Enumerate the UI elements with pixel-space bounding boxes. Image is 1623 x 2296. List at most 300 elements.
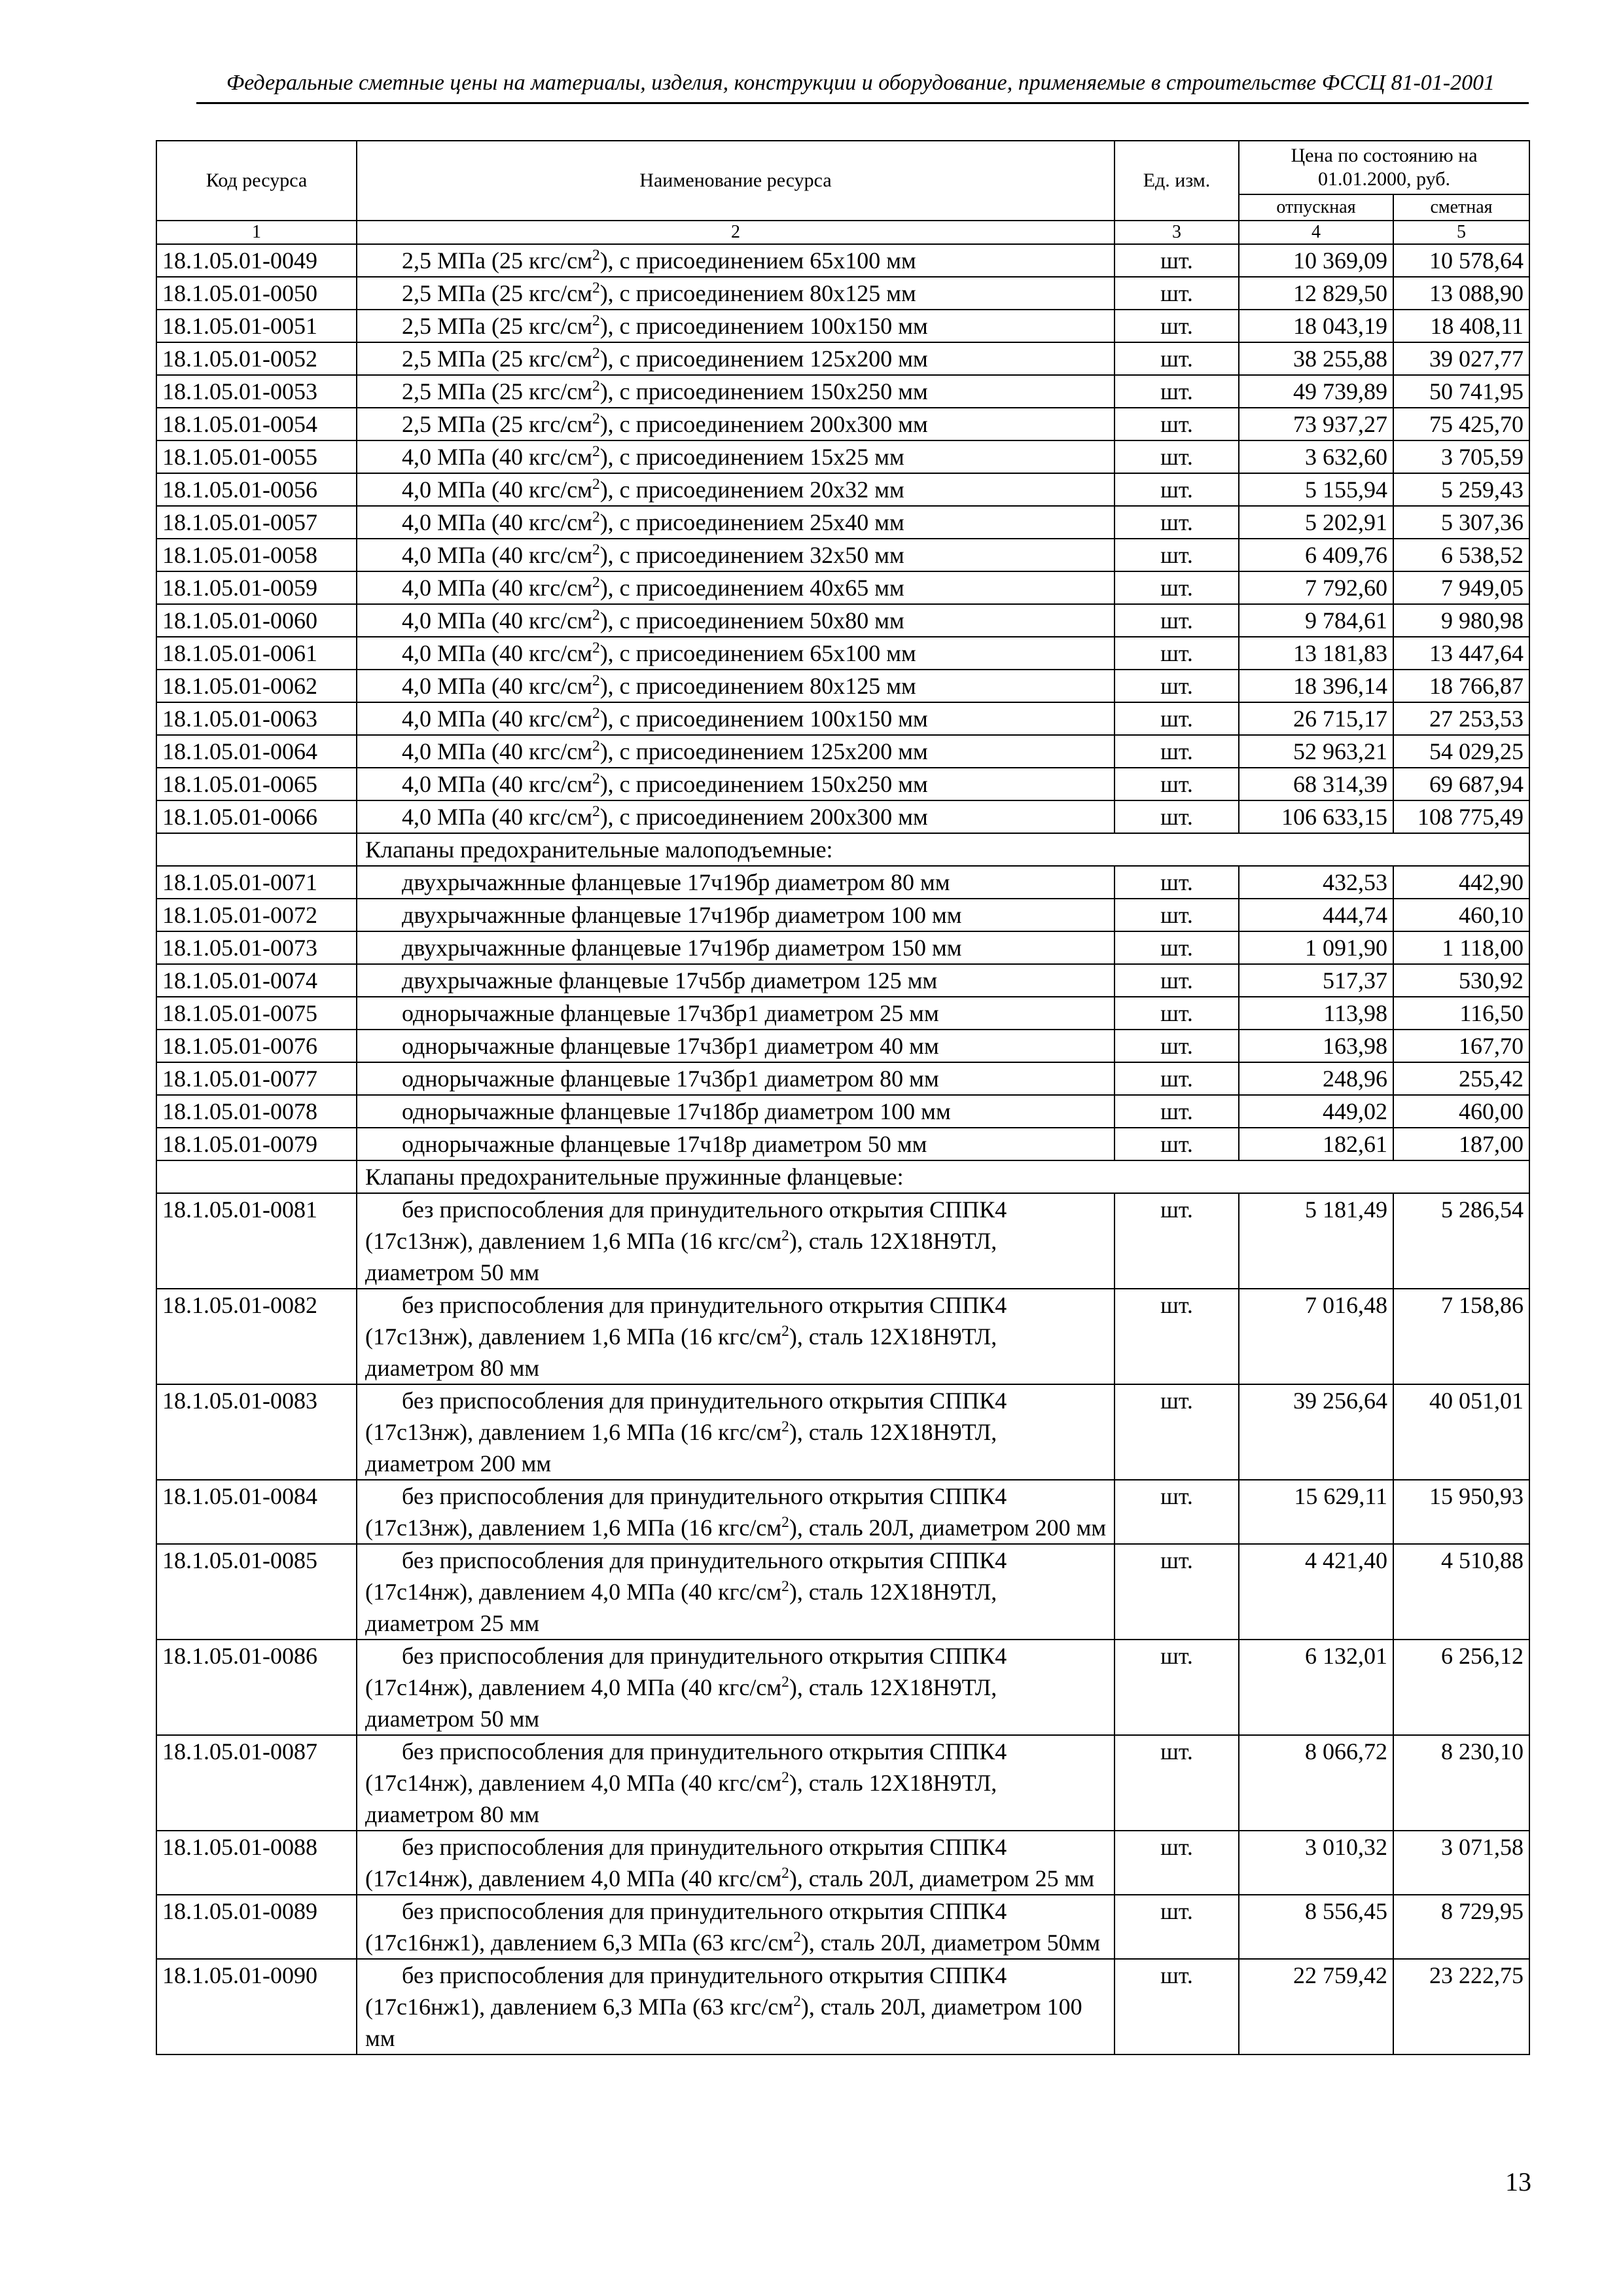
resource-name: [357, 571, 1115, 604]
resource-name-text: 4,0 МПа (40 кгс/см: [402, 640, 592, 666]
unit-superscript: 2: [592, 607, 600, 624]
unit-superscript: 2: [592, 247, 600, 264]
estimate-price: 460,00: [1393, 1095, 1529, 1128]
resource-name-text: ), с присоединением 200х300 мм: [599, 411, 928, 437]
unit-superscript: 2: [592, 410, 600, 427]
estimate-price: 39 027,77: [1393, 342, 1529, 375]
column-number: 1: [156, 221, 357, 244]
unit-superscript: 2: [592, 639, 600, 656]
resource-code: 18.1.05.01-0056: [156, 473, 357, 506]
resource-name-text: ), с присоединением 80х125 мм: [599, 280, 916, 306]
estimate-price: 5 307,36: [1393, 506, 1529, 539]
resource-code: 18.1.05.01-0082: [156, 1289, 357, 1384]
resource-code: 18.1.05.01-0084: [156, 1480, 357, 1544]
resource-name-text: ), сталь 20Л, диаметром 25 мм: [789, 1865, 1095, 1892]
resource-name-text: без приспособления для принудительного открытия СППК4 (17с14нж), давлением 4,0 МПа (40 кгс/см: [365, 1643, 1007, 1700]
resource-code: 18.1.05.01-0078: [156, 1095, 357, 1128]
resource-name: [357, 768, 1115, 800]
resource-name: [357, 473, 1115, 506]
wholesale-price: 49 739,89: [1239, 375, 1393, 408]
table-row: [156, 1640, 1529, 1735]
wholesale-price: 248,96: [1239, 1062, 1393, 1095]
table-row: [156, 1735, 1529, 1831]
wholesale-price: 5 155,94: [1239, 473, 1393, 506]
resource-code: 18.1.05.01-0062: [156, 670, 357, 702]
estimate-price: 13 447,64: [1393, 637, 1529, 670]
resource-name-text: ), с присоединением 50х80 мм: [599, 607, 904, 634]
resource-code: 18.1.05.01-0073: [156, 931, 357, 964]
table-row: [156, 800, 1529, 833]
unit-of-measure: шт.: [1115, 539, 1239, 571]
unit-of-measure: шт.: [1115, 670, 1239, 702]
table-row: [156, 342, 1529, 375]
table-row: [156, 1062, 1529, 1095]
unit-superscript: 2: [781, 1865, 789, 1882]
resource-name: [357, 1062, 1115, 1095]
resource-name: [357, 1544, 1115, 1640]
table-row: [156, 1959, 1529, 2054]
estimate-price: 23 222,75: [1393, 1959, 1529, 2054]
resource-name: [357, 735, 1115, 768]
table-row: [156, 1289, 1529, 1384]
price-table: [156, 140, 1530, 2055]
resource-name-text: 2,5 МПа (25 кгс/см: [402, 247, 592, 274]
estimate-price: 50 741,95: [1393, 375, 1529, 408]
unit-of-measure: шт.: [1115, 997, 1239, 1030]
resource-code: 18.1.05.01-0086: [156, 1640, 357, 1735]
unit-of-measure: шт.: [1115, 1831, 1239, 1895]
resource-name-text: однорычажные фланцевые 17ч18бр диаметром 100 мм: [402, 1098, 951, 1124]
resource-name: [357, 1959, 1115, 2054]
estimate-price: 6 256,12: [1393, 1640, 1529, 1735]
unit-superscript: 2: [592, 509, 600, 526]
unit-of-measure: шт.: [1115, 408, 1239, 440]
estimate-price: 530,92: [1393, 964, 1529, 997]
resource-name-text: 2,5 МПа (25 кгс/см: [402, 313, 592, 339]
column-number: 3: [1115, 221, 1239, 244]
wholesale-price: 38 255,88: [1239, 342, 1393, 375]
resource-code: 18.1.05.01-0060: [156, 604, 357, 637]
resource-code: 18.1.05.01-0081: [156, 1193, 357, 1289]
resource-name-text: без приспособления для принудительного открытия СППК4 (17с13нж), давлением 1,6 МПа (16 кгс/см: [365, 1292, 1007, 1350]
resource-code: 18.1.05.01-0090: [156, 1959, 357, 2054]
resource-code: 18.1.05.01-0076: [156, 1030, 357, 1062]
estimate-price: 187,00: [1393, 1128, 1529, 1160]
unit-superscript: 2: [781, 1323, 789, 1340]
unit-of-measure: шт.: [1115, 342, 1239, 375]
resource-name: [357, 277, 1115, 310]
column-number: 5: [1393, 221, 1529, 244]
estimate-price: 108 775,49: [1393, 800, 1529, 833]
estimate-price: 18 408,11: [1393, 310, 1529, 342]
wholesale-price: 6 409,76: [1239, 539, 1393, 571]
unit-of-measure: шт.: [1115, 1062, 1239, 1095]
resource-name: [357, 342, 1115, 375]
table-row: [156, 931, 1529, 964]
resource-code: 18.1.05.01-0088: [156, 1831, 357, 1895]
resource-code: 18.1.05.01-0072: [156, 899, 357, 931]
estimate-price: 8 729,95: [1393, 1895, 1529, 1959]
resource-name: [357, 931, 1115, 964]
estimate-price: 4 510,88: [1393, 1544, 1529, 1640]
resource-code: 18.1.05.01-0058: [156, 539, 357, 571]
resource-name-text: без приспособления для принудительного открытия СППК4 (17с13нж), давлением 1,6 МПа (16 кгс/см: [365, 1483, 1007, 1541]
resource-name-text: ), с присоединением 65х100 мм: [599, 247, 916, 274]
resource-code: 18.1.05.01-0052: [156, 342, 357, 375]
resource-name-text: ), сталь 20Л, диаметром 200 мм: [789, 1515, 1107, 1541]
unit-superscript: 2: [781, 1227, 789, 1244]
resource-code: 18.1.05.01-0085: [156, 1544, 357, 1640]
resource-name-text: 4,0 МПа (40 кгс/см: [402, 476, 592, 503]
table-row: [156, 1193, 1529, 1289]
resource-name-text: ), с присоединением 150х250 мм: [599, 378, 928, 404]
resource-code: 18.1.05.01-0066: [156, 800, 357, 833]
resource-name-text: 4,0 МПа (40 кгс/см: [402, 706, 592, 732]
unit-of-measure: шт.: [1115, 604, 1239, 637]
resource-name-text: без приспособления для принудительного открытия СППК4 (17с14нж), давлением 4,0 МПа (40 кгс/см: [365, 1738, 1007, 1796]
table-row: [156, 604, 1529, 637]
group-heading: Клапаны предохранительные малоподъемные:: [357, 833, 1529, 866]
resource-name: [357, 1095, 1115, 1128]
table-row: [156, 571, 1529, 604]
resource-name-text: однорычажные фланцевые 17ч3бр1 диаметром 40 мм: [402, 1033, 939, 1059]
resource-code: 18.1.05.01-0064: [156, 735, 357, 768]
resource-name-text: без приспособления для принудительного открытия СППК4 (17с13нж), давлением 1,6 МПа (16 кгс/см: [365, 1196, 1007, 1254]
unit-superscript: 2: [592, 770, 600, 787]
resource-name-text: без приспособления для принудительного открытия СППК4 (17с16нж1), давлением 6,3 МПа (63 кгс/см: [365, 1962, 1007, 2020]
resource-name-text: ), с присоединением 80х125 мм: [599, 673, 916, 699]
resource-name: [357, 1193, 1115, 1289]
resource-name: [357, 1640, 1115, 1735]
unit-of-measure: шт.: [1115, 768, 1239, 800]
wholesale-price: 1 091,90: [1239, 931, 1393, 964]
estimate-price: 54 029,25: [1393, 735, 1529, 768]
wholesale-price: 5 181,49: [1239, 1193, 1393, 1289]
unit-superscript: 2: [592, 738, 600, 755]
estimate-price: 116,50: [1393, 997, 1529, 1030]
estimate-price: 9 980,98: [1393, 604, 1529, 637]
resource-name: [357, 997, 1115, 1030]
estimate-price: 15 950,93: [1393, 1480, 1529, 1544]
resource-name: [357, 604, 1115, 637]
wholesale-price: 15 629,11: [1239, 1480, 1393, 1544]
estimate-price: 8 230,10: [1393, 1735, 1529, 1831]
unit-of-measure: шт.: [1115, 473, 1239, 506]
column-header-unit: Ед. изм.: [1115, 141, 1239, 221]
resource-name: [357, 637, 1115, 670]
unit-of-measure: шт.: [1115, 1384, 1239, 1480]
running-header: Федеральные сметные цены на материалы, изделия, конструкции и оборудование, применяемые в строительстве ФССЦ 81-01-2001: [226, 71, 1495, 95]
group-heading: Клапаны предохранительные пружинные фланцевые:: [357, 1160, 1529, 1193]
resource-name-text: ), с присоединением 20х32 мм: [599, 476, 904, 503]
unit-superscript: 2: [781, 1514, 789, 1531]
resource-name: [357, 310, 1115, 342]
wholesale-price: 444,74: [1239, 899, 1393, 931]
resource-name: [357, 866, 1115, 899]
wholesale-price: 3 010,32: [1239, 1831, 1393, 1895]
resource-code: 18.1.05.01-0061: [156, 637, 357, 670]
table-row: [156, 375, 1529, 408]
resource-name: [357, 1735, 1115, 1831]
table-row: [156, 1030, 1529, 1062]
unit-superscript: 2: [592, 345, 600, 362]
unit-of-measure: шт.: [1115, 702, 1239, 735]
wholesale-price: 8 066,72: [1239, 1735, 1393, 1831]
unit-of-measure: шт.: [1115, 1193, 1239, 1289]
group-code-cell: [156, 1160, 357, 1193]
resource-name-text: однорычажные фланцевые 17ч18р диаметром 50 мм: [402, 1131, 927, 1157]
unit-of-measure: шт.: [1115, 735, 1239, 768]
wholesale-price: 3 632,60: [1239, 440, 1393, 473]
estimate-price: 255,42: [1393, 1062, 1529, 1095]
table-row: [156, 408, 1529, 440]
column-header-wholesale: отпускная: [1239, 194, 1393, 221]
unit-of-measure: шт.: [1115, 244, 1239, 277]
unit-of-measure: шт.: [1115, 1895, 1239, 1959]
table-row: [156, 735, 1529, 768]
table-row: [156, 277, 1529, 310]
resource-name-text: без приспособления для принудительного открытия СППК4 (17с13нж), давлением 1,6 МПа (16 кгс/см: [365, 1388, 1007, 1445]
resource-name-text: однорычажные фланцевые 17ч3бр1 диаметром 80 мм: [402, 1066, 939, 1092]
unit-superscript: 2: [781, 1769, 789, 1786]
unit-superscript: 2: [592, 705, 600, 722]
wholesale-price: 4 421,40: [1239, 1544, 1393, 1640]
resource-code: 18.1.05.01-0083: [156, 1384, 357, 1480]
resource-name: [357, 1831, 1115, 1895]
resource-code: 18.1.05.01-0077: [156, 1062, 357, 1095]
resource-name-text: двухрычажные фланцевые 17ч5бр диаметром 125 мм: [402, 967, 938, 994]
resource-code: 18.1.05.01-0087: [156, 1735, 357, 1831]
unit-of-measure: шт.: [1115, 899, 1239, 931]
unit-of-measure: шт.: [1115, 440, 1239, 473]
wholesale-price: 18 396,14: [1239, 670, 1393, 702]
resource-code: 18.1.05.01-0074: [156, 964, 357, 997]
resource-name-text: ), сталь 12Х18Н9ТЛ, диаметром 50 мм: [365, 1674, 997, 1732]
resource-name-text: двухрычажнные фланцевые 17ч19бр диаметром 100 мм: [402, 902, 962, 928]
column-header-estimate: сметная: [1393, 194, 1529, 221]
resource-name: [357, 408, 1115, 440]
wholesale-price: 8 556,45: [1239, 1895, 1393, 1959]
estimate-price: 75 425,70: [1393, 408, 1529, 440]
resource-name-text: ), сталь 12Х18Н9ТЛ, диаметром 50 мм: [365, 1228, 997, 1285]
resource-name-text: ), с присоединением 40х65 мм: [599, 575, 904, 601]
estimate-price: 1 118,00: [1393, 931, 1529, 964]
estimate-price: 3 705,59: [1393, 440, 1529, 473]
resource-name-text: ), с присоединением 15х25 мм: [599, 444, 904, 470]
wholesale-price: 22 759,42: [1239, 1959, 1393, 2054]
resource-name-text: 2,5 МПа (25 кгс/см: [402, 378, 592, 404]
unit-of-measure: шт.: [1115, 1289, 1239, 1384]
wholesale-price: 7 016,48: [1239, 1289, 1393, 1384]
resource-name-text: ), сталь 12Х18Н9ТЛ, диаметром 80 мм: [365, 1323, 997, 1381]
resource-name-text: ), сталь 12Х18Н9ТЛ, диаметром 200 мм: [365, 1419, 997, 1477]
table-row: [156, 899, 1529, 931]
table-row: [156, 702, 1529, 735]
unit-of-measure: шт.: [1115, 1735, 1239, 1831]
resource-name-text: ), с присоединением 32х50 мм: [599, 542, 904, 568]
resource-name-text: ), с присоединением 125х200 мм: [599, 346, 928, 372]
table-row: [156, 1895, 1529, 1959]
resource-name-text: 2,5 МПа (25 кгс/см: [402, 346, 592, 372]
column-header-code: Код ресурса: [156, 141, 357, 221]
table-row: [156, 440, 1529, 473]
unit-superscript: 2: [592, 312, 600, 329]
resource-name-text: ), с присоединением 125х200 мм: [599, 738, 928, 764]
wholesale-price: 12 829,50: [1239, 277, 1393, 310]
resource-name: [357, 1384, 1115, 1480]
wholesale-price: 73 937,27: [1239, 408, 1393, 440]
estimate-price: 460,10: [1393, 899, 1529, 931]
resource-name-text: 2,5 МПа (25 кгс/см: [402, 411, 592, 437]
resource-name-text: ), сталь 20Л, диаметром 50мм: [800, 1929, 1101, 1956]
resource-name-text: 4,0 МПа (40 кгс/см: [402, 673, 592, 699]
wholesale-price: 68 314,39: [1239, 768, 1393, 800]
resource-name: [357, 1895, 1115, 1959]
resource-name: [357, 1030, 1115, 1062]
resource-name-text: ), с присоединением 100х150 мм: [599, 313, 928, 339]
unit-of-measure: шт.: [1115, 1959, 1239, 2054]
resource-code: 18.1.05.01-0065: [156, 768, 357, 800]
resource-name: [357, 539, 1115, 571]
resource-name-text: 4,0 МПа (40 кгс/см: [402, 575, 592, 601]
resource-name-text: однорычажные фланцевые 17ч3бр1 диаметром 25 мм: [402, 1000, 939, 1026]
unit-superscript: 2: [592, 672, 600, 689]
resource-name-text: ), с присоединением 100х150 мм: [599, 706, 928, 732]
resource-name-text: 4,0 МПа (40 кгс/см: [402, 771, 592, 797]
unit-superscript: 2: [592, 803, 600, 820]
unit-of-measure: шт.: [1115, 1030, 1239, 1062]
resource-name: [357, 964, 1115, 997]
wholesale-price: 7 792,60: [1239, 571, 1393, 604]
table-row: [156, 506, 1529, 539]
resource-code: 18.1.05.01-0071: [156, 866, 357, 899]
wholesale-price: 113,98: [1239, 997, 1393, 1030]
wholesale-price: 39 256,64: [1239, 1384, 1393, 1480]
unit-of-measure: шт.: [1115, 800, 1239, 833]
column-number: 4: [1239, 221, 1393, 244]
table-row: [156, 1831, 1529, 1895]
header-rule: [196, 102, 1529, 104]
resource-name-text: 4,0 МПа (40 кгс/см: [402, 542, 592, 568]
resource-name: [357, 440, 1115, 473]
resource-name-text: ), сталь 20Л, диаметром 100 мм: [365, 1994, 1082, 2051]
estimate-price: 69 687,94: [1393, 768, 1529, 800]
page-number: 13: [1505, 2167, 1531, 2197]
table-row: [156, 768, 1529, 800]
wholesale-price: 432,53: [1239, 866, 1393, 899]
resource-code: 18.1.05.01-0089: [156, 1895, 357, 1959]
resource-name-text: 4,0 МПа (40 кгс/см: [402, 509, 592, 535]
estimate-price: 10 578,64: [1393, 244, 1529, 277]
group-row: [156, 833, 1529, 866]
unit-of-measure: шт.: [1115, 375, 1239, 408]
table-row: [156, 473, 1529, 506]
resource-name-text: без приспособления для принудительного открытия СППК4 (17с14нж), давлением 4,0 МПа (40 кгс/см: [365, 1547, 1007, 1605]
estimate-price: 27 253,53: [1393, 702, 1529, 735]
table-row: [156, 637, 1529, 670]
unit-superscript: 2: [592, 541, 600, 558]
unit-of-measure: шт.: [1115, 1544, 1239, 1640]
table-row: [156, 310, 1529, 342]
unit-superscript: 2: [592, 279, 600, 296]
resource-name-text: ), с присоединением 25х40 мм: [599, 509, 904, 535]
resource-code: 18.1.05.01-0079: [156, 1128, 357, 1160]
resource-name-text: ), с присоединением 65х100 мм: [599, 640, 916, 666]
table-row: [156, 539, 1529, 571]
wholesale-price: 6 132,01: [1239, 1640, 1393, 1735]
resource-code: 18.1.05.01-0051: [156, 310, 357, 342]
resource-code: 18.1.05.01-0059: [156, 571, 357, 604]
group-row: [156, 1160, 1529, 1193]
estimate-price: 5 259,43: [1393, 473, 1529, 506]
table-row: [156, 244, 1529, 277]
unit-superscript: 2: [592, 476, 600, 493]
unit-of-measure: шт.: [1115, 1128, 1239, 1160]
resource-name-text: ), сталь 12Х18Н9ТЛ, диаметром 80 мм: [365, 1770, 997, 1827]
resource-name: [357, 670, 1115, 702]
estimate-price: 167,70: [1393, 1030, 1529, 1062]
estimate-price: 18 766,87: [1393, 670, 1529, 702]
estimate-price: 7 949,05: [1393, 571, 1529, 604]
resource-code: 18.1.05.01-0054: [156, 408, 357, 440]
resource-name-text: ), с присоединением 200х300 мм: [599, 804, 928, 830]
estimate-price: 3 071,58: [1393, 1831, 1529, 1895]
wholesale-price: 10 369,09: [1239, 244, 1393, 277]
resource-name-text: 4,0 МПа (40 кгс/см: [402, 607, 592, 634]
unit-of-measure: шт.: [1115, 277, 1239, 310]
column-header-price-group: Цена по состоянию на 01.01.2000, руб.: [1239, 141, 1529, 194]
resource-code: 18.1.05.01-0057: [156, 506, 357, 539]
resource-name: [357, 1128, 1115, 1160]
resource-name: [357, 506, 1115, 539]
resource-name-text: ), с присоединением 150х250 мм: [599, 771, 928, 797]
estimate-price: 7 158,86: [1393, 1289, 1529, 1384]
unit-of-measure: шт.: [1115, 571, 1239, 604]
unit-superscript: 2: [592, 443, 600, 460]
table-row: [156, 1128, 1529, 1160]
unit-of-measure: шт.: [1115, 506, 1239, 539]
estimate-price: 6 538,52: [1393, 539, 1529, 571]
resource-name: [357, 702, 1115, 735]
wholesale-price: 13 181,83: [1239, 637, 1393, 670]
unit-of-measure: шт.: [1115, 637, 1239, 670]
wholesale-price: 449,02: [1239, 1095, 1393, 1128]
estimate-price: 13 088,90: [1393, 277, 1529, 310]
unit-of-measure: шт.: [1115, 1095, 1239, 1128]
resource-name-text: 4,0 МПа (40 кгс/см: [402, 804, 592, 830]
table-row: [156, 1544, 1529, 1640]
table-row: [156, 997, 1529, 1030]
unit-of-measure: шт.: [1115, 866, 1239, 899]
wholesale-price: 163,98: [1239, 1030, 1393, 1062]
resource-code: 18.1.05.01-0075: [156, 997, 357, 1030]
unit-superscript: 2: [793, 1993, 801, 2010]
resource-code: 18.1.05.01-0063: [156, 702, 357, 735]
unit-of-measure: шт.: [1115, 931, 1239, 964]
wholesale-price: 106 633,15: [1239, 800, 1393, 833]
wholesale-price: 26 715,17: [1239, 702, 1393, 735]
estimate-price: 40 051,01: [1393, 1384, 1529, 1480]
resource-name-text: двухрычажнные фланцевые 17ч19бр диаметром 150 мм: [402, 935, 962, 961]
wholesale-price: 52 963,21: [1239, 735, 1393, 768]
table-row: [156, 1384, 1529, 1480]
resource-name-text: ), сталь 12Х18Н9ТЛ, диаметром 25 мм: [365, 1579, 997, 1636]
resource-name-text: без приспособления для принудительного открытия СППК4 (17с16нж1), давлением 6,3 МПа (63 кгс/см: [365, 1898, 1007, 1956]
unit-of-measure: шт.: [1115, 310, 1239, 342]
wholesale-price: 517,37: [1239, 964, 1393, 997]
wholesale-price: 9 784,61: [1239, 604, 1393, 637]
table-row: [156, 670, 1529, 702]
